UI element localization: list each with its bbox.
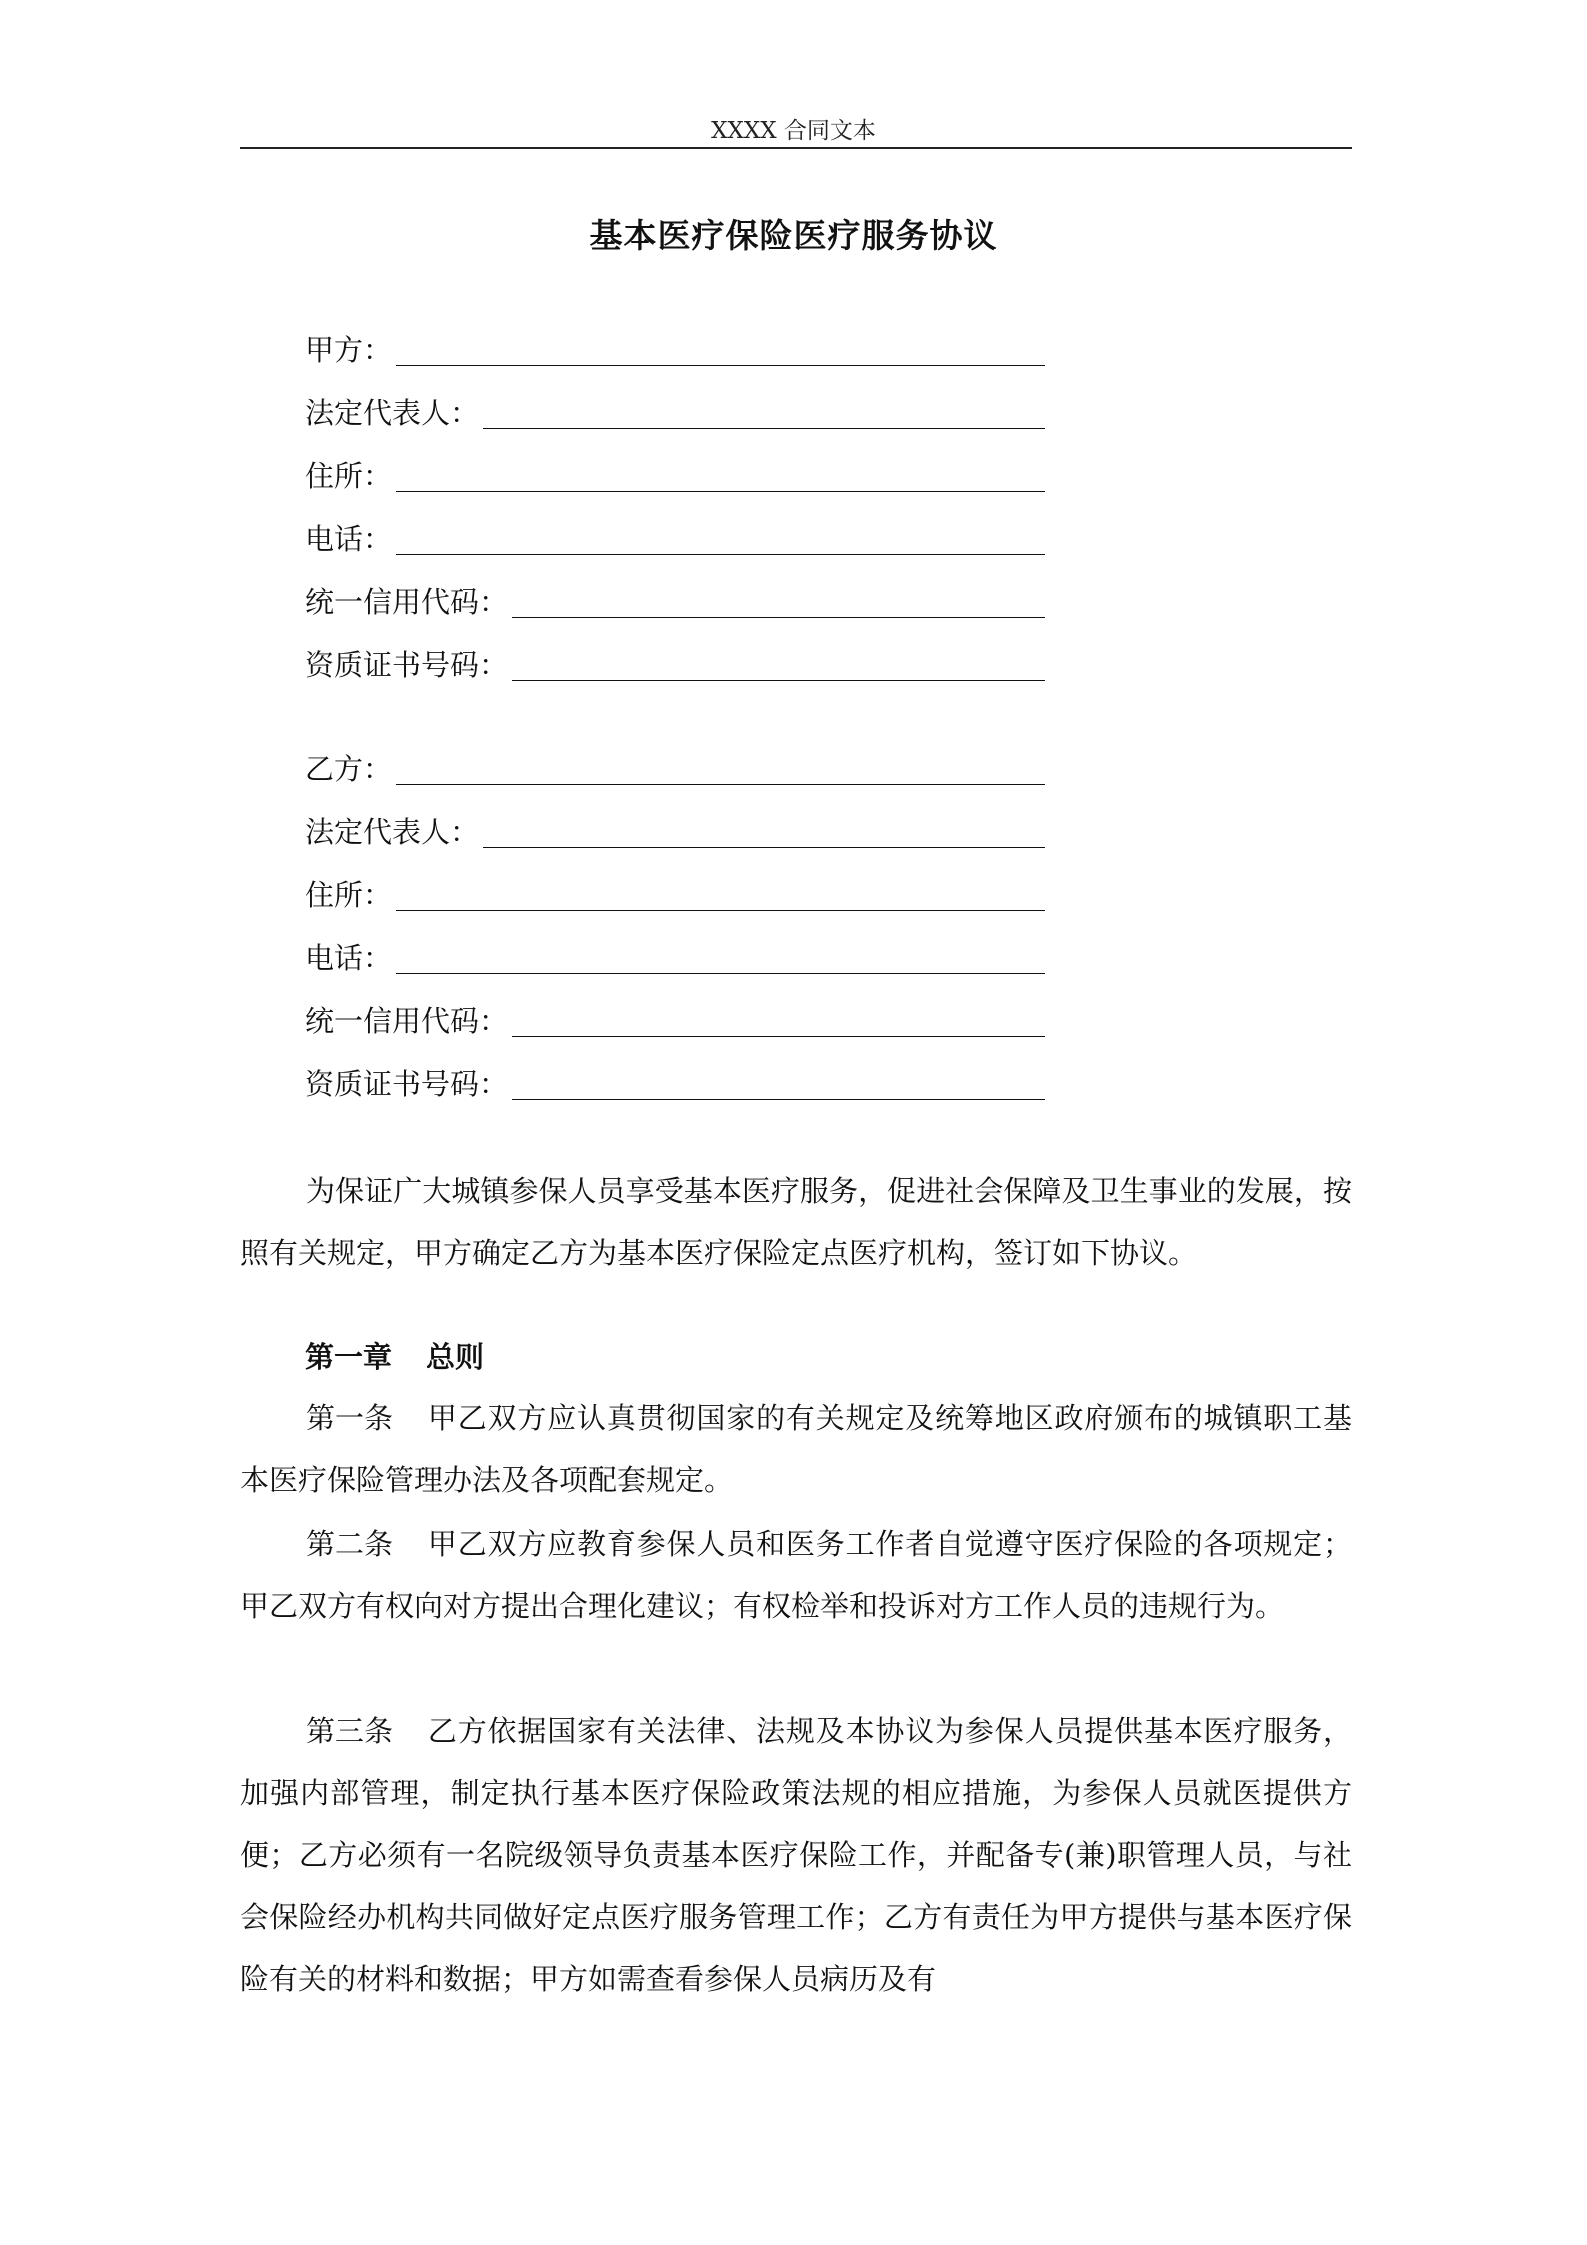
chapter-name: 总则 [426,1340,485,1374]
party-b-phone-field[interactable] [305,936,1045,980]
party-b-credit-code-blank[interactable] [512,1036,1045,1037]
article-1 [240,1387,1352,1511]
party-a-legal-rep-label: 法定代表人： [305,396,480,430]
party-b-cert-no-label: 资质证书号码： [305,1067,509,1101]
party-b-legal-rep-label: 法定代表人： [305,815,480,849]
article-1-text: 甲乙双方应认真贯彻国家的有关规定及统筹地区政府颁布的城镇职工基本医疗保险管理办法及各项配套规定。 [240,1401,1352,1497]
party-b-legal-rep-field[interactable] [305,810,1045,854]
party-b-name-blank[interactable] [396,784,1045,785]
page-header: XXXX 合同文本 [711,118,876,144]
party-b-address-label: 住所： [305,878,393,912]
article-3 [240,1700,1352,2010]
party-a-name-blank[interactable] [396,365,1045,366]
party-b-cert-no-field[interactable] [305,1062,1045,1106]
party-a-cert-no-label: 资质证书号码： [305,648,509,682]
party-a-legal-rep-field[interactable] [305,391,1045,435]
article-3-label: 第三条 [306,1714,394,1748]
chapter-heading [305,1326,484,1388]
party-b-credit-code-field[interactable] [305,999,1045,1043]
party-a-name-label: 甲方： [305,333,393,367]
party-b-phone-blank[interactable] [396,973,1045,974]
article-3-text: 乙方依据国家有关法律、法规及本协议为参保人员提供基本医疗服务，加强内部管理，制定执行基本医疗保险政策法规的相应措施，为参保人员就医提供方便；乙方必须有一名院级领导负责基本医疗保险工作，并配备专(兼)职管理人员，与社会保险经办机构共同做好定点医疗服务管理工作；乙方有责任为甲方提供与基本医疗保险有关的材料和数据；甲方如需查看参保人员病历及有 [240,1714,1352,1996]
article-2-label: 第二条 [306,1527,394,1561]
party-b-name-field[interactable] [305,747,1045,791]
party-a-credit-code-blank[interactable] [512,617,1045,618]
preamble-paragraph [240,1160,1352,1284]
document-title: 基本医疗保险医疗服务协议 [589,216,998,255]
header-divider [240,147,1352,149]
party-b-name-label: 乙方： [305,752,393,786]
party-a-credit-code-field[interactable] [305,580,1045,624]
chapter-number: 第一章 [305,1340,393,1374]
party-a-legal-rep-blank[interactable] [483,428,1045,429]
party-b-phone-label: 电话： [305,941,393,975]
party-a-credit-code-label: 统一信用代码： [305,585,509,619]
party-b-cert-no-blank[interactable] [512,1099,1045,1100]
party-b-credit-code-label: 统一信用代码： [305,1004,509,1038]
party-a-phone-blank[interactable] [396,554,1045,555]
party-a-phone-field[interactable] [305,517,1045,561]
party-a-address-field[interactable] [305,454,1045,498]
party-a-address-label: 住所： [305,459,393,493]
party-a-address-blank[interactable] [396,491,1045,492]
preamble-text: 为保证广大城镇参保人员享受基本医疗服务，促进社会保障及卫生事业的发展，按照有关规定，甲方确定乙方为基本医疗保险定点医疗机构，签订如下协议。 [240,1174,1352,1270]
party-a-cert-no-field[interactable] [305,643,1045,687]
party-b-legal-rep-blank[interactable] [483,847,1045,848]
article-2 [240,1513,1352,1637]
party-b-address-field[interactable] [305,873,1045,917]
party-a-name-field[interactable] [305,328,1045,372]
party-a-cert-no-blank[interactable] [512,680,1045,681]
article-1-label: 第一条 [306,1401,394,1435]
party-a-phone-label: 电话： [305,522,393,556]
party-b-address-blank[interactable] [396,910,1045,911]
article-2-text: 甲乙双方应教育参保人员和医务工作者自觉遵守医疗保险的各项规定；甲乙双方有权向对方提出合理化建议；有权检举和投诉对方工作人员的违规行为。 [240,1527,1352,1623]
